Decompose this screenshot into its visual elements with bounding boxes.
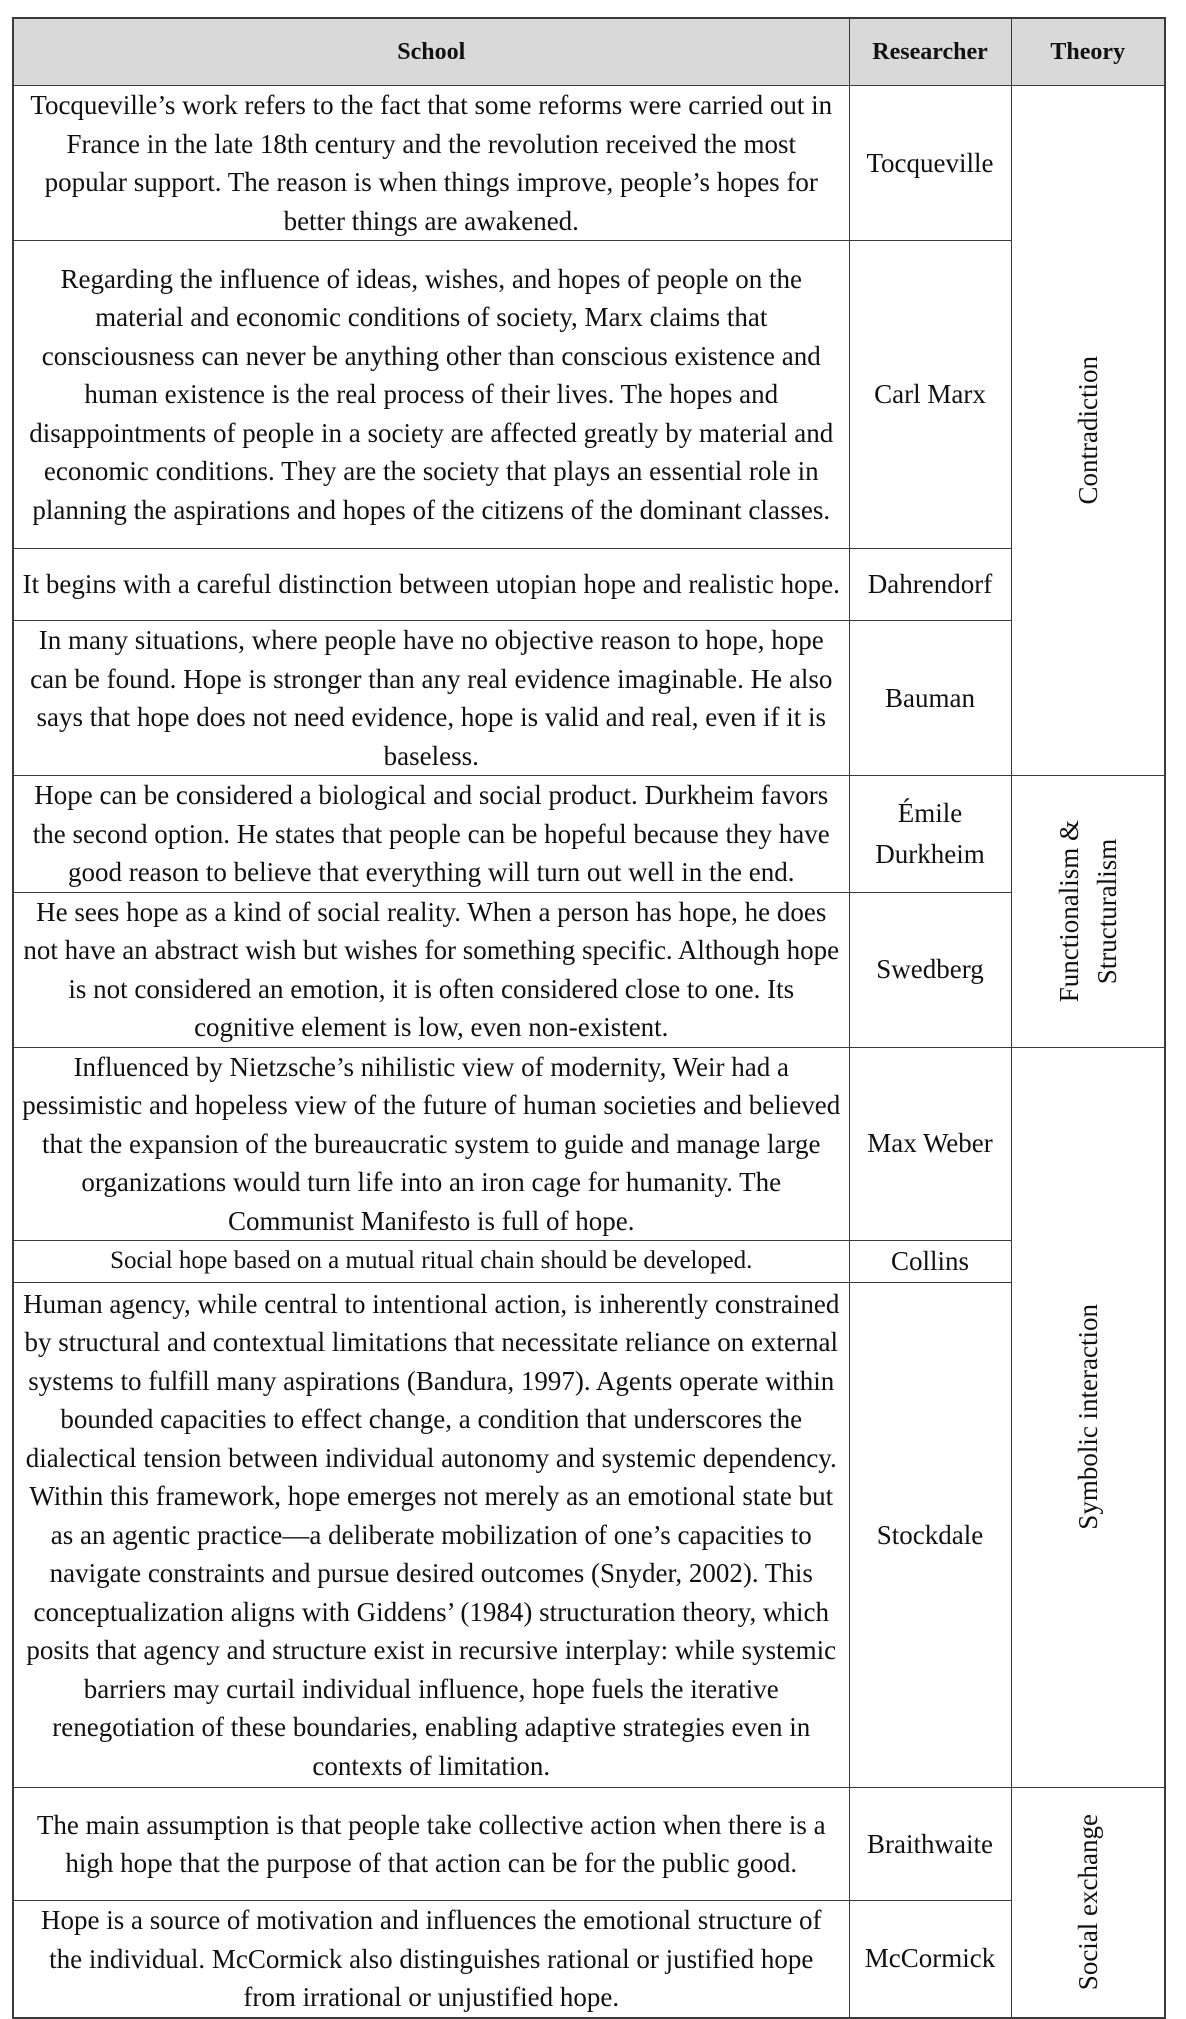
table-row xyxy=(13,1047,1165,1241)
school-cell: Human agency, while central to intentional action, is inherently constrained by structural and contextual limitations that necessitate reliance on external systems to fulfill many aspirations (Bandura, 1997). Agents operate within bounded capacities to effect change, a condition that underscores the dialectical tension between individual autonomy and systemic dependency. Within this framework, hope emerges not merely as an emotional state but as an agentic practice—a deliberate mobilization of one’s capacities to navigate constraints and pursue desired outcomes (Snyder, 2002). This conceptualization aligns with Giddens’ (1984) structuration theory, which posits that agency and structure exist in recursive interplay: while systemic barriers may curtail individual influence, hope fuels the iterative renegotiation of these boundaries, enabling adaptive strategies even in contexts of limitation. xyxy=(13,1283,849,1788)
theory-label-social-exchange: Social exchange xyxy=(1072,1814,1103,1991)
theory-cell-inner xyxy=(1012,820,1165,1002)
table-row xyxy=(13,549,1165,621)
theory-cell-inner xyxy=(1012,1814,1165,1990)
table-row xyxy=(13,1241,1165,1283)
researcher-cell: Émile Durkheim xyxy=(849,776,1011,893)
header-row xyxy=(13,18,1165,86)
table-header xyxy=(13,18,1165,86)
school-cell: Hope can be considered a biological and social product. Durkheim favors the second option. He states that people can be hopeful because they have good reason to believe that everything will turn out well in the end. xyxy=(13,776,849,893)
theory-label-symbolic: Symbolic interaction xyxy=(1072,1304,1103,1531)
researcher-cell: Braithwaite xyxy=(849,1788,1011,1901)
theory-cell-inner xyxy=(1012,356,1165,504)
header-school: School xyxy=(13,18,849,86)
school-cell: Social hope based on a mutual ritual chain should be developed. xyxy=(13,1241,849,1283)
table-row xyxy=(13,776,1165,893)
school-cell: It begins with a careful distinction between utopian hope and realistic hope. xyxy=(13,549,849,621)
researcher-cell: Max Weber xyxy=(849,1047,1011,1241)
researcher-cell: Carl Marx xyxy=(849,241,1011,549)
schools-table xyxy=(12,17,1166,2019)
table-body xyxy=(13,86,1165,2018)
schools-table-container xyxy=(12,17,1164,2019)
theory-cell-symbolic xyxy=(1011,1047,1165,1788)
table-row xyxy=(13,621,1165,776)
header-researcher: Researcher xyxy=(849,18,1011,86)
researcher-cell: Tocqueville xyxy=(849,86,1011,241)
researcher-cell: Dahrendorf xyxy=(849,549,1011,621)
theory-label-contradiction: Contradiction xyxy=(1072,356,1103,505)
table-row xyxy=(13,86,1165,241)
theory-cell-contradiction xyxy=(1011,86,1165,776)
school-cell: Hope is a source of motivation and influences the emotional structure of the individual. McCormick also distinguishes rational or justified hope from irrational or unjustified hope. xyxy=(13,1901,849,2018)
theory-cell-inner xyxy=(1012,1304,1165,1530)
table-row xyxy=(13,1283,1165,1788)
school-cell: He sees hope as a kind of social reality. When a person has hope, he does not have an abstract wish but wishes for something specific. Although hope is not considered an emotion, it is often considered close to one. Its cognitive element is low, even non-existent. xyxy=(13,892,849,1047)
researcher-cell: McCormick xyxy=(849,1901,1011,2018)
school-cell: The main assumption is that people take collective action when there is a high hope that the purpose of that action can be for the public good. xyxy=(13,1788,849,1901)
school-cell: In many situations, where people have no objective reason to hope, hope can be found. Hope is stronger than any real evidence imaginable. He also says that hope does not need evidence, hope is valid and real, even if it is baseless. xyxy=(13,621,849,776)
header-theory: Theory xyxy=(1011,18,1165,86)
school-cell: Influenced by Nietzsche’s nihilistic view of modernity, Weir had a pessimistic and hopeless view of the future of human societies and believed that the expansion of the bureaucratic system to guide and manage large organizations would turn life into an iron cage for humanity. The Communist Manifesto is full of hope. xyxy=(13,1047,849,1241)
researcher-cell: Swedberg xyxy=(849,892,1011,1047)
table-row xyxy=(13,1788,1165,1901)
school-cell: Tocqueville’s work refers to the fact that some reforms were carried out in France in the late 18th century and the revolution received the most popular support. The reason is when things improve, people’s hopes for better things are awakened. xyxy=(13,86,849,241)
theory-label-functionalism: Functionalism & Structuralism xyxy=(1053,820,1122,1003)
researcher-cell: Stockdale xyxy=(849,1283,1011,1788)
theory-cell-functionalism xyxy=(1011,776,1165,1048)
table-row xyxy=(13,241,1165,549)
table-row xyxy=(13,892,1165,1047)
researcher-cell: Bauman xyxy=(849,621,1011,776)
researcher-cell: Collins xyxy=(849,1241,1011,1283)
school-cell: Regarding the influence of ideas, wishes, and hopes of people on the material and economic conditions of society, Marx claims that consciousness can never be anything other than conscious existence and human existence is the real process of their lives. The hopes and disappointments of people in a society are affected greatly by material and economic conditions. They are the society that plays an essential role in planning the aspirations and hopes of the citizens of the dominant classes. xyxy=(13,241,849,549)
theory-cell-social-exchange xyxy=(1011,1788,1165,2018)
